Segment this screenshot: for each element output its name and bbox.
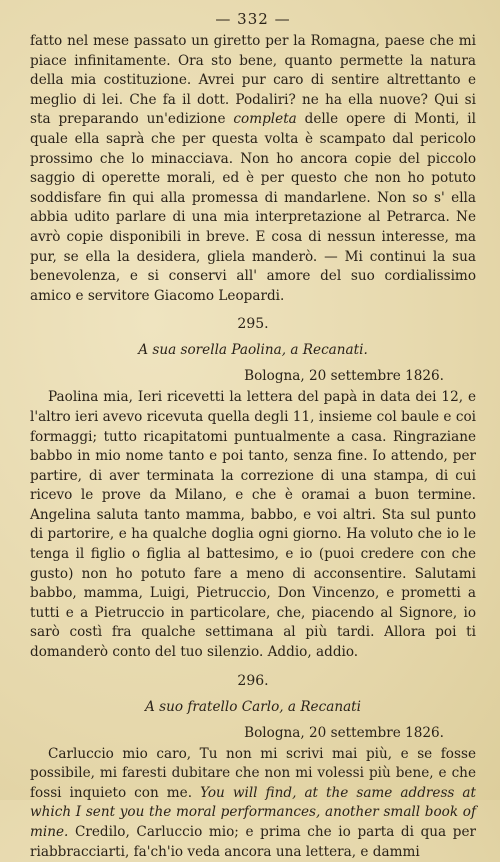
letter-heading: A sua sorella Paolina, a Recanati. (138, 342, 368, 359)
letter-continuation (30, 32, 476, 306)
continuation-text-1: fatto nel mese passato un giretto per la Romagna, paese che mi piace infinitamente. Ora sto bene, quanto permette la natura della mia costituzione. Avrei pur caro di sentire altrettanto e meglio di lei. Che fa il dott. Podaliri? ne ha ella nuove? Qui si sta preparando un'edizione (30, 33, 476, 128)
letter-dateline: Bologna, 20 settembre 1826. (244, 368, 444, 385)
letter-number: 296. (237, 672, 269, 689)
letter-body: Paolina mia, Ieri ricevetti la lettera del papà in data dei 12, e l'altro ieri avevo ricevuta quella degli 11, insieme col baule e coi formaggi; tutto ricapitatomi puntualmente a casa. Ringraziane babbo in mio nome tanto e poi tanto, senza fine. Io attendo, per partire, di aver terminata la correzione di una stampa, di cui ricevo le prove da Milano, e che è oramai a buon termine. Angelina saluta tanto mamma, babbo, e voi altri. Sta sul punto di partorire, e ha qualche doglia ogni giorno. Ha voluto che io le tenga il figlio o figlia al battesimo, e io (puoi credere con che gusto) non ho potuto fare a meno di acconsentire. Salutami babbo, mamma, Luigi, Pietruccio, Don Vincenzo, e prometti a tutti e a Pietruccio in particolare, che, piacendo al Signore, io sarò costì fra qualche settimana al più tardi. Allora poi ti domanderò conto del tuo silenzio. Addio, addio. (30, 389, 476, 661)
continuation-text-2: delle opere di Monti, il quale ella saprà che per questa volta è scampato dal pericolo prossimo che lo minacciava. Non ho ancora copie del piccolo saggio di operette morali, ed è per questo che non ho potuto soddisfare fin qui alla promessa di mandarlene. Non so s' ella abbia udito parlare di una mia interpretazione al Petrarca. Ne avrò copie disponibili in breve. E cosa di nessun interesse, ma pur, se ella la desidera, gliela manderò. — Mi continui la sua benevolenza, e si conservi all' amore del suo cordialissimo amico e servitore Giacomo Leopardi. (30, 111, 476, 304)
letter-body-text-1: Carluccio mio caro, Tu non mi scrivi mai più, e se fosse possibile, mi faresti dubitare che non mi volessi più bene, e che fossi inquieto con me. (30, 745, 476, 801)
continuation-emphasis: completa (233, 111, 297, 128)
letter-heading: A suo fratello Carlo, a Recanati (145, 698, 361, 715)
letter-body-text-2: Credilo, Carluccio mio; e prima che io parta di qua per riabbracciarti, fa'ch'io veda ancora una lettera, e dammi (30, 824, 476, 860)
page-number: — 332 — (215, 10, 291, 28)
letter-number: 295. (237, 316, 269, 333)
letter-body (30, 745, 476, 862)
letter-dateline: Bologna, 20 settembre 1826. (244, 724, 444, 741)
letter-body-emphasis: You will find, at the same address at which I sent you the moral performances, another small book of mine. (30, 784, 476, 840)
